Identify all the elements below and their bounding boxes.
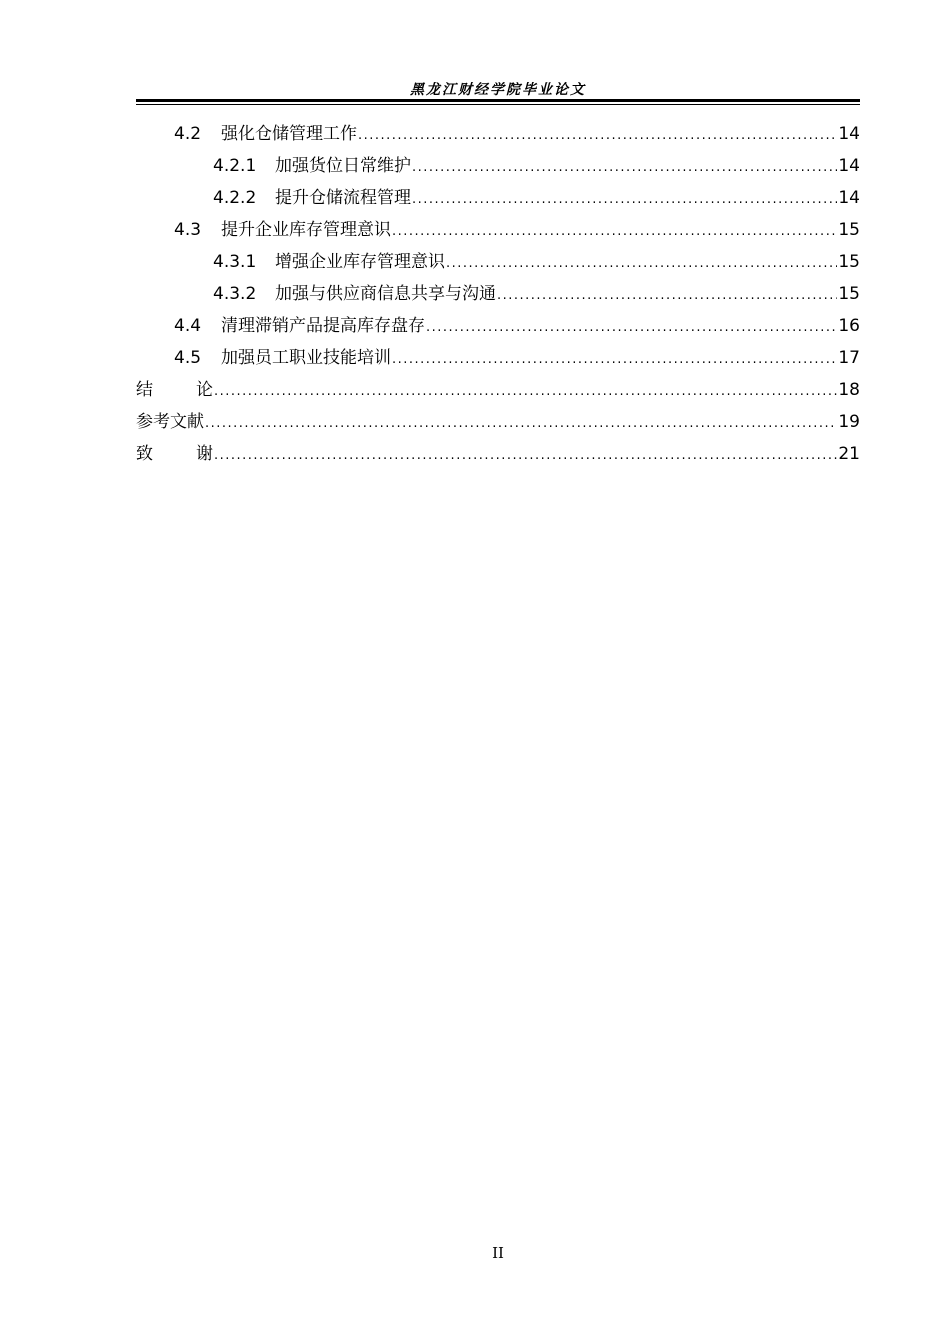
toc-leader-dots [358, 120, 837, 152]
toc-entry-page: 14 [838, 124, 860, 144]
toc-entry-number: 4.2.1 [213, 156, 257, 176]
toc-entry-title: 加强与供应商信息共享与沟通 [275, 284, 496, 304]
toc-entry-title: 加强员工职业技能培训 [221, 348, 391, 368]
toc-entry-title: 参考文献 [136, 412, 204, 432]
toc-entry[interactable] [136, 438, 860, 470]
toc-leader-dots [392, 216, 837, 248]
toc-entry[interactable] [136, 278, 860, 310]
toc-entry[interactable] [136, 342, 860, 374]
toc-entry-page: 15 [838, 220, 860, 240]
toc-entry[interactable] [136, 310, 860, 342]
table-of-contents [136, 118, 860, 470]
toc-entry-number: 4.4 [174, 316, 202, 336]
toc-entry-page: 15 [838, 252, 860, 272]
toc-leader-dots [412, 152, 837, 184]
toc-entry[interactable] [136, 118, 860, 150]
header-rule-thin [136, 104, 860, 105]
toc-leader-dots [205, 408, 837, 440]
toc-entry-page: 16 [838, 316, 860, 336]
toc-entry-title: 增强企业库存管理意识 [275, 252, 445, 272]
toc-entry-page: 19 [838, 412, 860, 432]
toc-entry[interactable] [136, 406, 860, 438]
toc-entry-number: 4.3 [174, 220, 202, 240]
toc-entry-page: 15 [838, 284, 860, 304]
toc-entry-title: 清理滞销产品提高库存盘存 [221, 316, 425, 336]
toc-entry-number: 4.5 [174, 348, 202, 368]
toc-entry-title: 结 论 [136, 380, 213, 400]
toc-entry-title: 强化仓储管理工作 [221, 124, 357, 144]
toc-leader-dots [214, 376, 837, 408]
toc-entry-title: 提升仓储流程管理 [275, 188, 411, 208]
header-title: 黑龙江财经学院毕业论文 [410, 82, 586, 98]
footer-page-number: II [492, 1244, 504, 1262]
toc-entry-title: 致 谢 [136, 444, 213, 464]
toc-entry-number: 4.3.1 [213, 252, 257, 272]
toc-entry[interactable] [136, 150, 860, 182]
toc-entry-page: 14 [838, 188, 860, 208]
toc-entry-number: 4.3.2 [213, 284, 257, 304]
toc-entry-number: 4.2 [174, 124, 202, 144]
toc-leader-dots [426, 312, 837, 344]
toc-entry[interactable] [136, 182, 860, 214]
toc-entry-title: 提升企业库存管理意识 [221, 220, 391, 240]
toc-entry[interactable] [136, 246, 860, 278]
toc-entry-page: 17 [838, 348, 860, 368]
toc-entry[interactable] [136, 214, 860, 246]
toc-entry[interactable] [136, 374, 860, 406]
toc-leader-dots [412, 184, 837, 216]
toc-entry-page: 14 [838, 156, 860, 176]
toc-entry-page: 21 [838, 444, 860, 464]
toc-leader-dots [497, 280, 837, 312]
header-rule-thick [136, 99, 860, 102]
toc-entry-title: 加强货位日常维护 [275, 156, 411, 176]
toc-leader-dots [214, 440, 837, 472]
toc-leader-dots [392, 344, 837, 376]
toc-entry-page: 18 [838, 380, 860, 400]
toc-entry-number: 4.2.2 [213, 188, 257, 208]
toc-leader-dots [446, 248, 837, 280]
